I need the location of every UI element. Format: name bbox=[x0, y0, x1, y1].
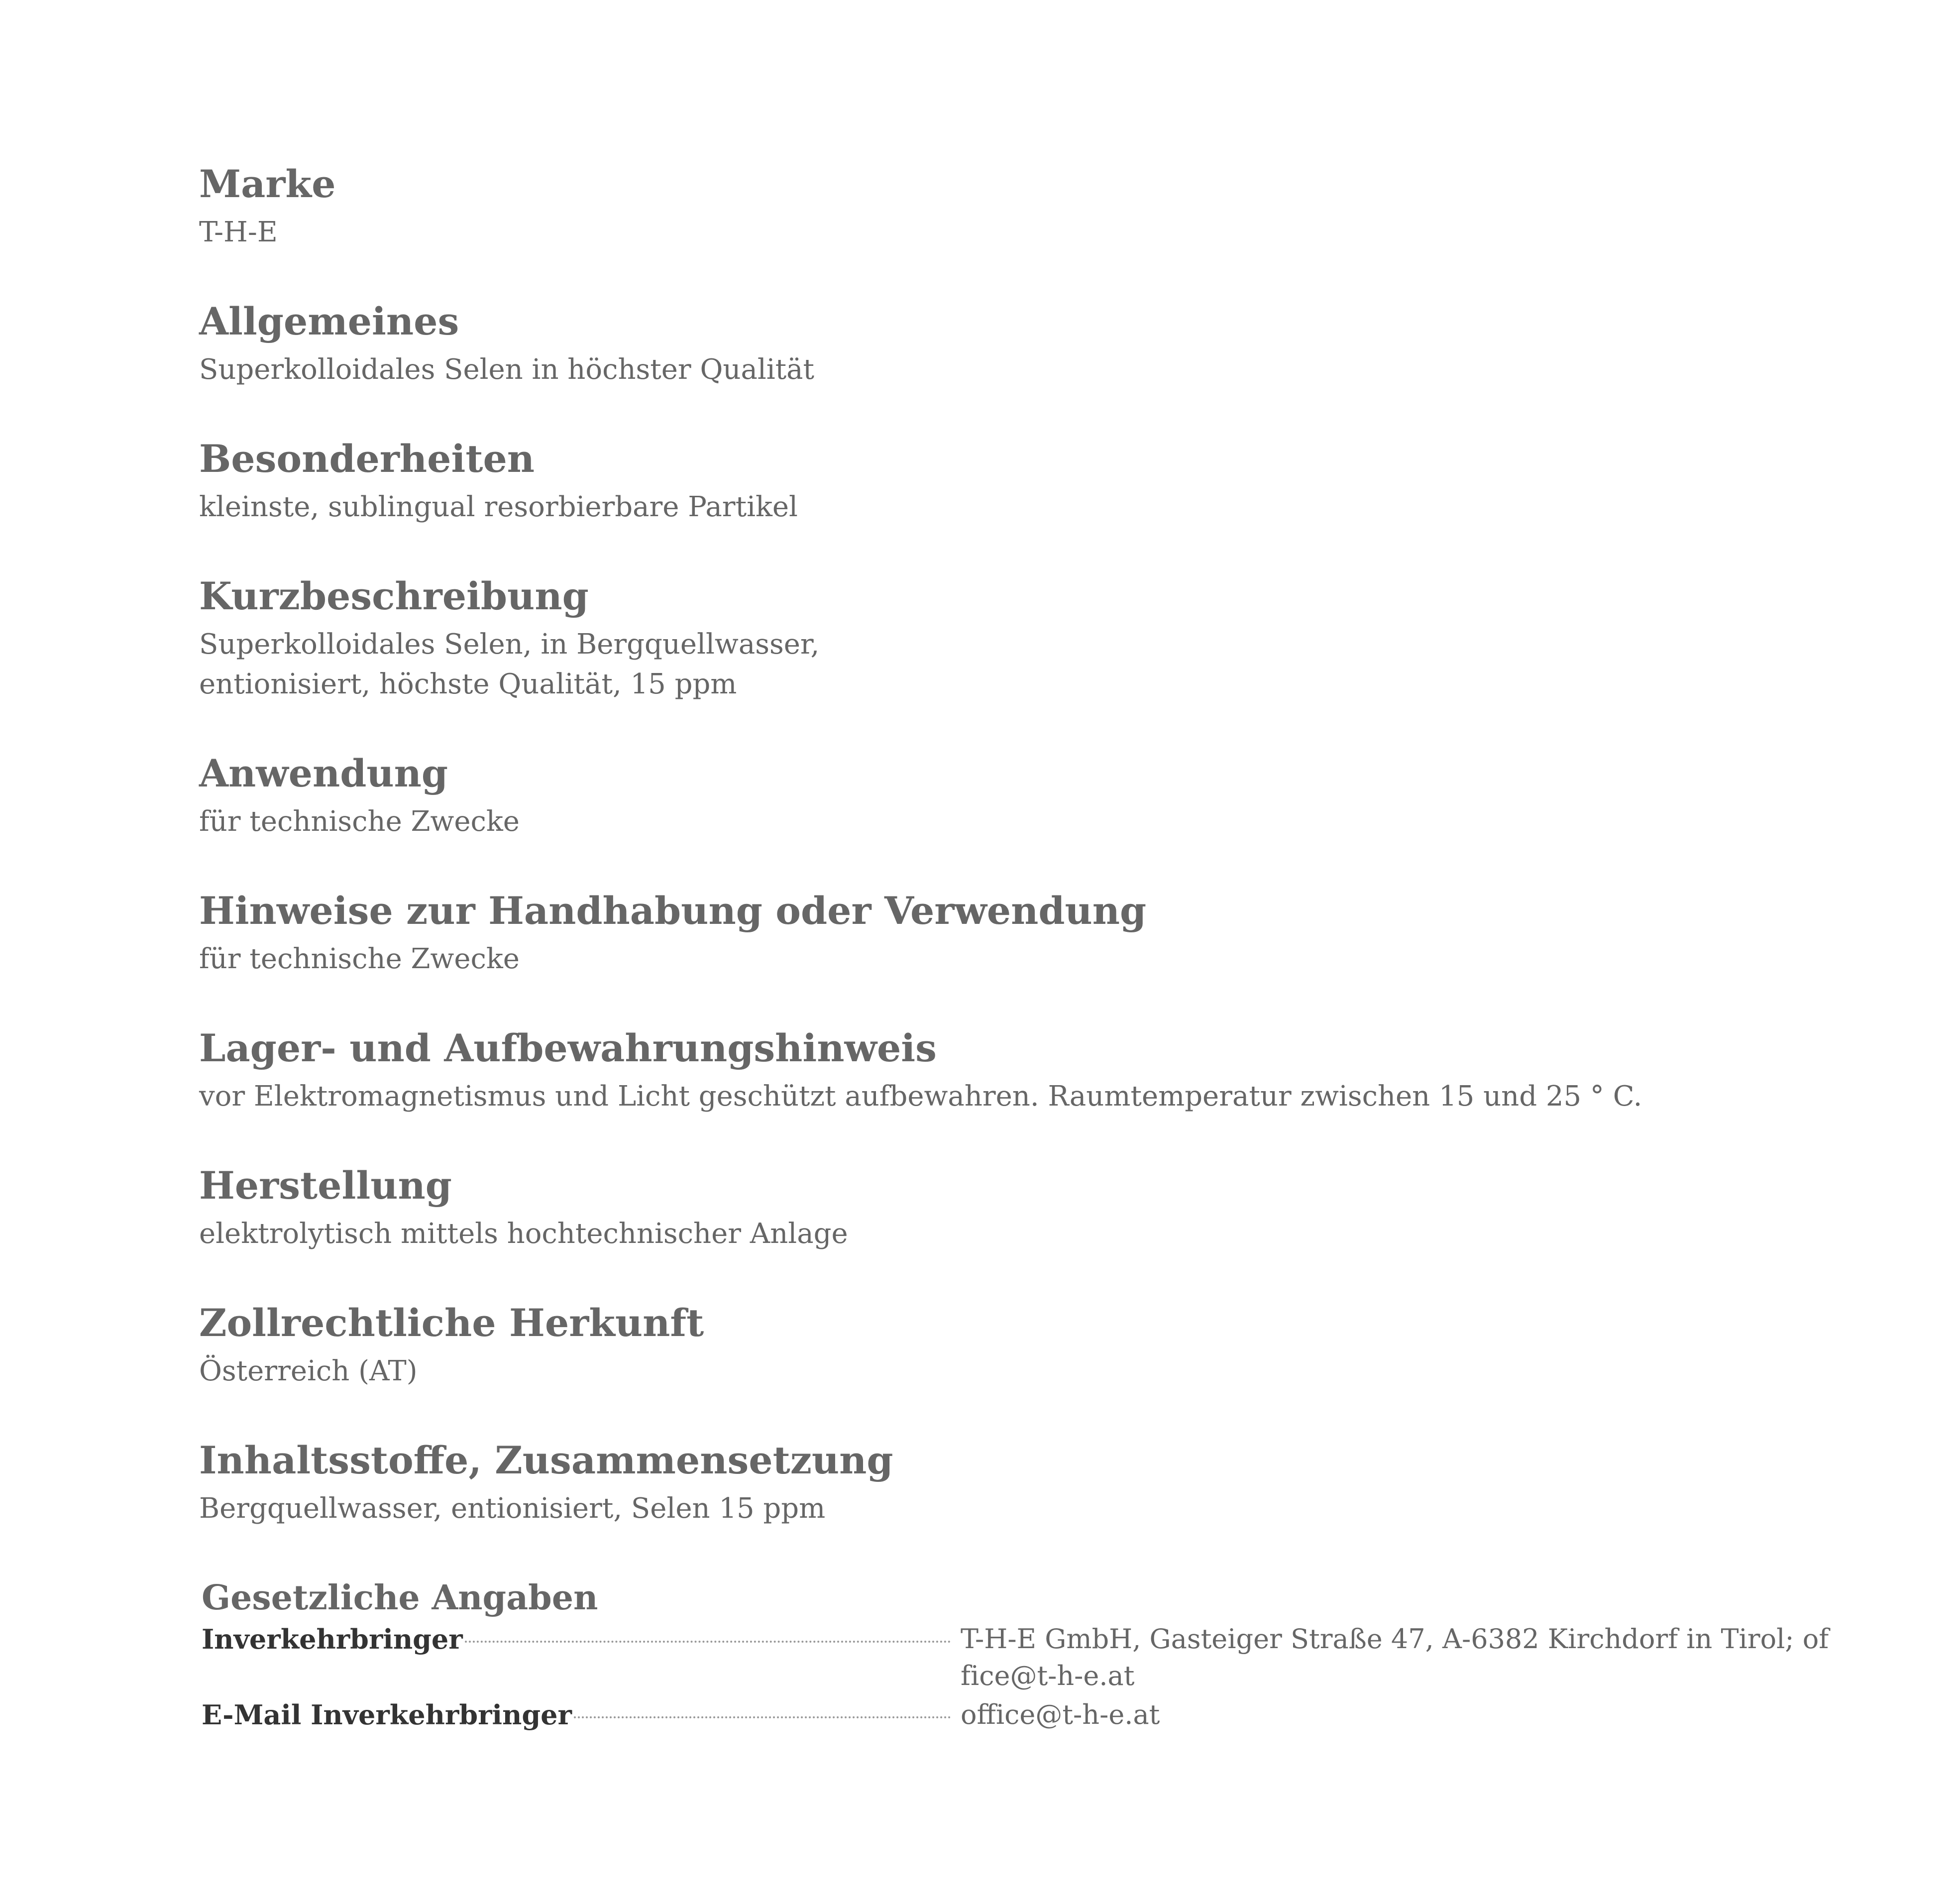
section-body-line: entionisiert, höchste Qualität, 15 ppm bbox=[199, 668, 737, 700]
section-title: Besonderheiten bbox=[199, 437, 535, 481]
section-title: Zollrechtliche Herkunft bbox=[199, 1301, 704, 1345]
legal-label bbox=[202, 1696, 961, 1733]
section-title: Allgemeines bbox=[199, 299, 459, 343]
section-body-line: Superkolloidales Selen, in Bergquellwasser, bbox=[199, 628, 820, 661]
section-body: kleinste, sublingual resorbierbare Partikel bbox=[199, 491, 798, 523]
legal-value: office@t-h-e.at bbox=[961, 1699, 1160, 1730]
section-body: vor Elektromagnetismus und Licht geschützt aufbewahren. Raumtemperatur zwischen 15 und 25 ° C. bbox=[199, 1080, 1642, 1113]
section-hinweise bbox=[199, 889, 1842, 1026]
legal-info bbox=[202, 1578, 1844, 1733]
section-title: Herstellung bbox=[199, 1163, 452, 1208]
legal-title: Gesetzliche Angaben bbox=[202, 1578, 598, 1618]
section-allgemeines bbox=[199, 299, 1842, 437]
section-title: Kurzbeschreibung bbox=[199, 574, 589, 618]
section-body: Bergquellwasser, entionisiert, Selen 15 ppm bbox=[199, 1492, 826, 1525]
dotted-leader bbox=[574, 1716, 951, 1718]
section-body: für technische Zwecke bbox=[199, 805, 520, 838]
section-title: Marke bbox=[199, 162, 336, 206]
dotted-leader bbox=[465, 1641, 951, 1643]
section-marke bbox=[199, 162, 1842, 299]
section-title: Hinweise zur Handhabung oder Verwendung bbox=[199, 889, 1147, 933]
legal-label bbox=[202, 1621, 961, 1658]
section-title: Inhaltsstoffe, Zusammensetzung bbox=[199, 1438, 893, 1482]
section-herstellung bbox=[199, 1163, 1842, 1301]
section-besonderheiten bbox=[199, 437, 1842, 574]
product-details bbox=[199, 162, 1842, 1575]
legal-row-inverkehrbringer bbox=[202, 1621, 1844, 1694]
section-kurzbeschreibung bbox=[199, 574, 1842, 751]
section-inhaltsstoffe bbox=[199, 1438, 1842, 1575]
legal-value: T-H-E GmbH, Gasteiger Straße 47, A-6382 Kirchdorf in Tirol; office@t-h-e.at bbox=[961, 1623, 1829, 1691]
section-body: für technische Zwecke bbox=[199, 943, 520, 975]
legal-label-text: E-Mail Inverkehrbringer bbox=[202, 1699, 572, 1731]
section-body: Superkolloidales Selen in höchster Qualität bbox=[199, 353, 815, 386]
section-body bbox=[199, 625, 1842, 704]
section-title: Lager- und Aufbewahrungshinweis bbox=[199, 1026, 937, 1070]
legal-label-text: Inverkehrbringer bbox=[202, 1623, 463, 1655]
legal-row-email bbox=[202, 1696, 1844, 1733]
section-body: elektrolytisch mittels hochtechnischer Anlage bbox=[199, 1218, 848, 1250]
section-body: Österreich (AT) bbox=[199, 1355, 418, 1387]
section-lager bbox=[199, 1026, 1842, 1163]
section-body: T-H-E bbox=[199, 216, 278, 248]
section-herkunft bbox=[199, 1301, 1842, 1438]
section-title: Anwendung bbox=[199, 751, 448, 795]
section-anwendung bbox=[199, 751, 1842, 889]
